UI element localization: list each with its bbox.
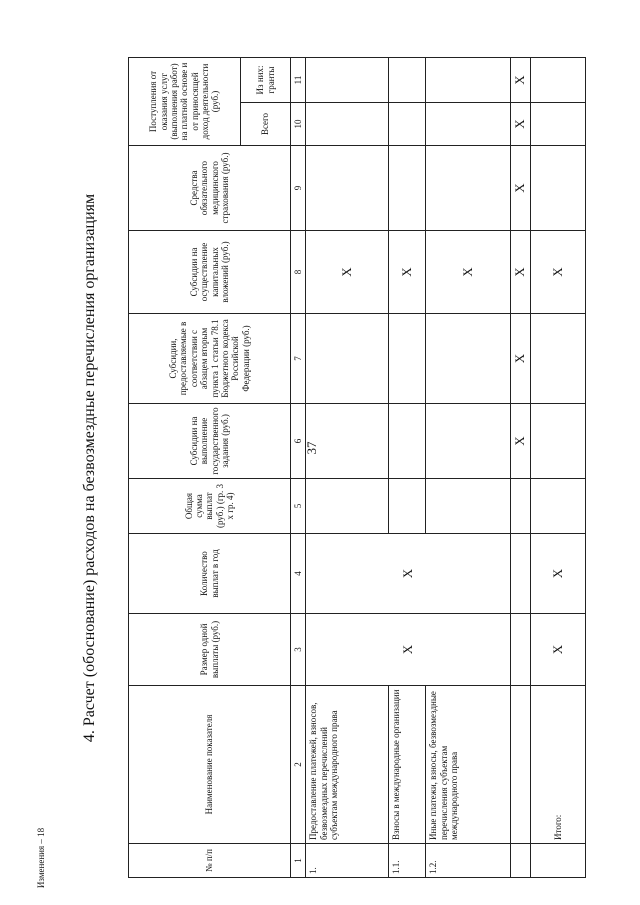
cell-subsidy-781: X	[511, 314, 531, 404]
cell-oms-funds	[426, 146, 511, 231]
cell-subsidy-capital: X	[511, 231, 531, 314]
cell-subsidy-capital: X	[389, 231, 426, 314]
cell-income-grants	[306, 58, 389, 103]
table-row	[511, 58, 531, 878]
header-name: Наименование показателя	[129, 686, 291, 844]
cell-payment-size: X	[306, 614, 511, 686]
total-row	[531, 58, 586, 878]
row-name: Иные платежи, взносы, безвозмездные перечисления субъектам международного права	[426, 686, 511, 844]
col-index: 6	[291, 404, 306, 479]
cell-subsidy-781	[426, 314, 511, 404]
cell-subsidy-781	[306, 314, 389, 404]
col-index: 2	[291, 686, 306, 844]
cell-payment-count: X	[531, 534, 586, 614]
col-index: 8	[291, 231, 306, 314]
row-num: 1.2.	[426, 844, 511, 878]
cell-income-grants: X	[511, 58, 531, 103]
row-name	[511, 686, 531, 844]
cell-subsidy-state-task: X	[511, 404, 531, 479]
col-index: 5	[291, 479, 306, 534]
table-row	[306, 58, 389, 878]
total-label: Итого:	[531, 686, 586, 844]
cell-total-amount	[531, 479, 586, 534]
header-num: № п/п	[129, 844, 291, 878]
cell-income-total: X	[511, 103, 531, 146]
cell-payment-count: X	[306, 534, 511, 614]
cell-subsidy-state-task	[426, 404, 511, 479]
cell-subsidy-capital: X	[531, 231, 586, 314]
row-num: 1.1.	[389, 844, 426, 878]
col-index: 10	[291, 103, 306, 146]
table-row	[389, 58, 426, 878]
row-num	[531, 844, 586, 878]
header-subsidy-state-task: Субсидии на выполнение государственного задания (руб.)	[129, 404, 291, 479]
cell-total-amount	[511, 479, 531, 534]
col-index: 3	[291, 614, 306, 686]
cell-income-total	[306, 103, 389, 146]
cell-income-total	[389, 103, 426, 146]
cell-subsidy-781	[389, 314, 426, 404]
col-index: 11	[291, 58, 306, 103]
cell-subsidy-capital: X	[306, 231, 389, 314]
header-income-total: Всего	[241, 103, 291, 146]
header-subsidy-capital: Субсидии на осуществление капитальных вложений (руб.)	[129, 231, 291, 314]
cell-total-amount	[426, 479, 511, 534]
cell-oms-funds	[389, 146, 426, 231]
cell-oms-funds	[531, 146, 586, 231]
col-index: 7	[291, 314, 306, 404]
column-index-row	[291, 58, 306, 878]
cell-subsidy-capital: X	[426, 231, 511, 314]
cell-subsidy-781	[531, 314, 586, 404]
header-oms-funds: Средства обязательного медицинского страхования (руб.)	[129, 146, 291, 231]
cell-subsidy-state-task	[306, 404, 389, 479]
header-payment-size: Размер одной выплаты (руб.)	[129, 614, 291, 686]
cell-subsidy-state-task	[531, 404, 586, 479]
cell-income-grants	[389, 58, 426, 103]
cell-income-grants	[531, 58, 586, 103]
section-title: 4. Расчет (обоснование) расходов на безвозмездные перечисления организациям	[81, 193, 98, 743]
cell-income-grants	[426, 58, 511, 103]
rotated-page-content	[75, 58, 580, 878]
footer-note: Изменения – 18	[36, 827, 46, 889]
row-name: Предоставление платежей, взносов, безвозмездных перечислений субъектам международного права	[306, 686, 389, 844]
header-total-amount: Общая сумма выплат (руб.) (гр. 3 х гр. 4)	[129, 479, 291, 534]
header-paid-income: Поступления от оказания услуг (выполнения работ) на платной основе и от приносящей доход деятельности (руб.)	[129, 58, 241, 146]
table-row	[426, 58, 511, 878]
cell-oms-funds: X	[511, 146, 531, 231]
header-income-grants: Из них: гранты	[241, 58, 291, 103]
col-index: 1	[291, 844, 306, 878]
cell-income-total	[426, 103, 511, 146]
cell-payment-size	[511, 614, 531, 686]
header-subsidy-781: Субсидии, предоставляемые в соответствии с абзацем вторым пункта 1 статьи 78.1 Бюджетного кодекса Российской Федерации (руб.)	[129, 314, 291, 404]
cell-oms-funds	[306, 146, 389, 231]
col-index: 9	[291, 146, 306, 231]
cell-subsidy-state-task	[389, 404, 426, 479]
expense-calculation-table	[128, 57, 586, 878]
page-number: 37	[304, 441, 319, 455]
cell-payment-size: X	[531, 614, 586, 686]
row-num	[511, 844, 531, 878]
cell-total-amount	[389, 479, 426, 534]
header-payment-count: Количество выплат в год	[129, 534, 291, 614]
row-name: Взносы в международные организации	[389, 686, 426, 844]
cell-income-total	[531, 103, 586, 146]
col-index: 4	[291, 534, 306, 614]
header-row	[129, 58, 241, 878]
row-num: 1.	[306, 844, 389, 878]
cell-total-amount	[306, 479, 389, 534]
cell-payment-count	[511, 534, 531, 614]
